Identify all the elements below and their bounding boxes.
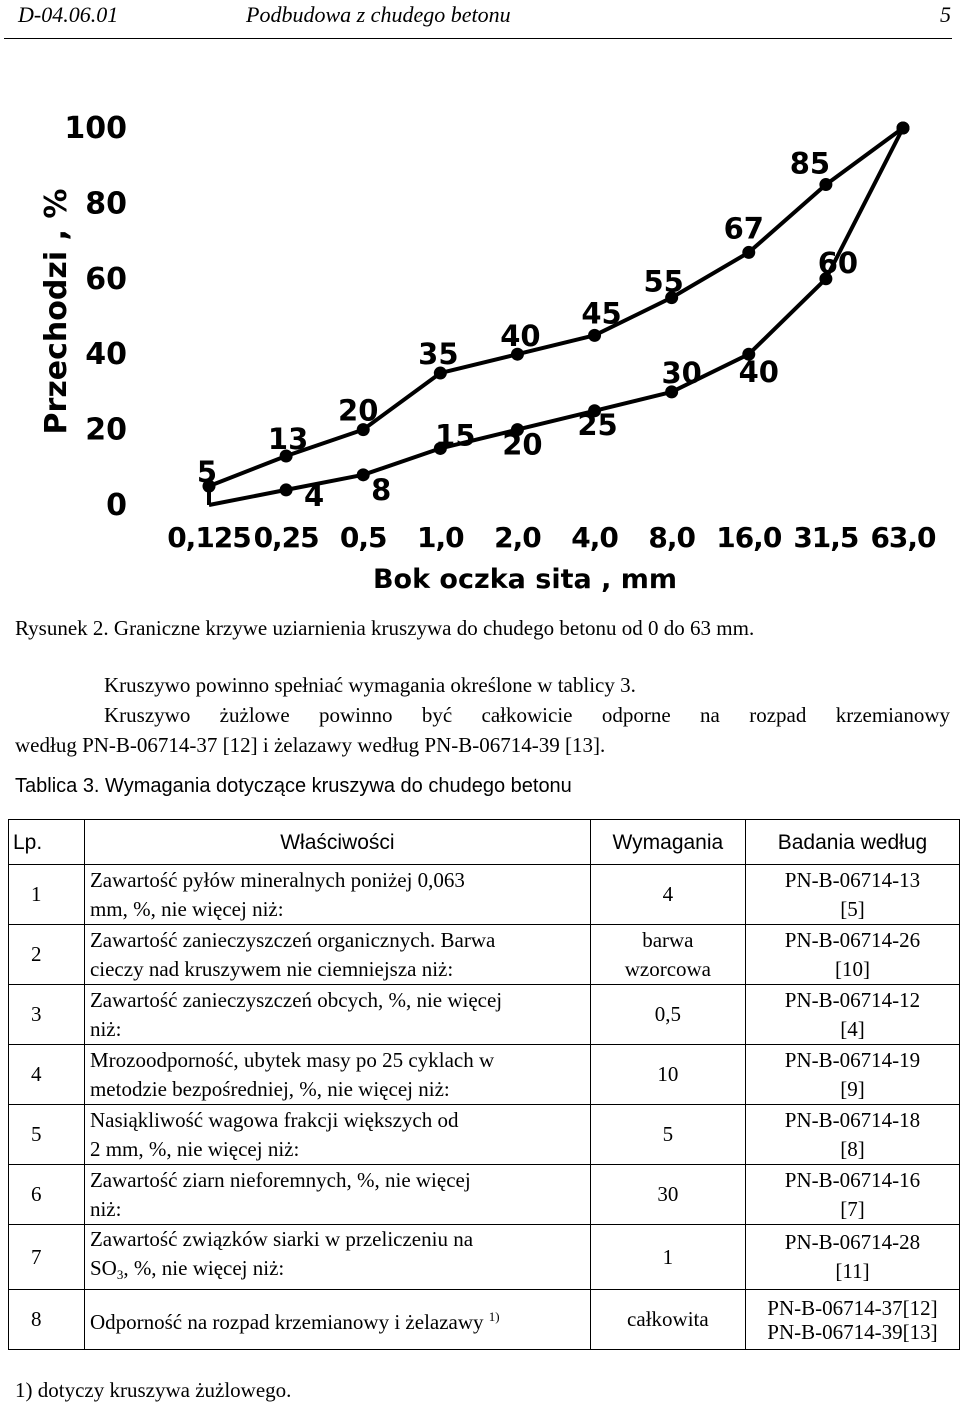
cell-property bbox=[84, 1225, 590, 1290]
data-point bbox=[357, 468, 370, 481]
requirement-value: 5 bbox=[662, 1122, 674, 1146]
x-tick-label: 31,5 bbox=[793, 521, 859, 554]
cell-property bbox=[84, 1290, 590, 1350]
cell-property bbox=[84, 1165, 590, 1225]
x-tick-label: 0,125 bbox=[167, 521, 251, 554]
data-label: 30 bbox=[661, 355, 702, 390]
standard-code: PN-B-06714-26 bbox=[784, 927, 921, 952]
property-line-2: metodzie bezpośredniej, %, nie więcej niż: bbox=[89, 1076, 450, 1101]
x-tick-label: 0,5 bbox=[339, 521, 387, 554]
property-text: Odporność na rozpad krzemianowy i żelazawy bbox=[89, 1310, 484, 1334]
property-line-1: Nasiąkliwość wagowa frakcji większych od bbox=[89, 1107, 459, 1132]
y-axis-title: Przechodzi , % bbox=[39, 188, 74, 435]
standard-reference: [9] bbox=[840, 1076, 865, 1101]
cell-requirement bbox=[590, 1165, 745, 1225]
y-tick-label: 40 bbox=[85, 337, 127, 373]
page-number: 5 bbox=[940, 2, 951, 27]
cell-requirement bbox=[590, 865, 745, 925]
cell-test-method bbox=[745, 925, 959, 985]
standard-code: PN-B-06714-28 bbox=[784, 1230, 921, 1254]
data-label: 13 bbox=[267, 421, 309, 456]
series-line bbox=[209, 128, 903, 505]
property-line-2-rest: , %, nie więcej niż: bbox=[123, 1256, 285, 1280]
x-tick-label: 0,25 bbox=[253, 521, 319, 554]
standard-code: PN-B-06714-13 bbox=[784, 867, 921, 892]
cell-lp: 7 bbox=[9, 1225, 85, 1290]
y-tick-label: 100 bbox=[64, 111, 127, 146]
requirement-line-1: barwa bbox=[642, 927, 694, 952]
cell-test-method bbox=[745, 1105, 959, 1165]
requirement-value: 4 bbox=[662, 882, 674, 906]
cell-lp: 3 bbox=[9, 985, 85, 1045]
cell-lp: 8 bbox=[9, 1290, 85, 1350]
y-tick-label: 60 bbox=[85, 261, 127, 297]
y-tick-label: 20 bbox=[85, 412, 127, 448]
cell-lp: 1 bbox=[9, 865, 85, 925]
cell-property bbox=[84, 865, 590, 925]
cell-test-method bbox=[745, 1290, 959, 1350]
data-point bbox=[588, 329, 601, 342]
paragraph-2-line-2: według PN-B-06714-37 [12] i żelazawy według PN-B-06714-39 [13]. bbox=[15, 733, 606, 757]
property-line-1: Zawartość pyłów mineralnych poniżej 0,063 bbox=[89, 867, 465, 892]
cell-test-method bbox=[745, 865, 959, 925]
cell-test-method bbox=[745, 1045, 959, 1105]
cell-requirement bbox=[590, 925, 745, 985]
data-label: 20 bbox=[338, 393, 379, 428]
cell-requirement bbox=[590, 1290, 745, 1350]
figure-caption: Rysunek 2. Graniczne krzywe uziarnienia kruszywa do chudego betonu od 0 do 63 mm. bbox=[15, 616, 755, 640]
cell-property bbox=[84, 1045, 590, 1105]
paragraph-1: Kruszywo powinno spełniać wymagania określone w tablicy 3. bbox=[104, 673, 636, 697]
cell-property bbox=[84, 1105, 590, 1165]
data-label: 40 bbox=[738, 355, 779, 390]
standard-reference: [11] bbox=[835, 1259, 870, 1283]
requirement-value: 30 bbox=[657, 1182, 679, 1206]
requirement-value: 1 bbox=[662, 1244, 674, 1269]
cell-property bbox=[84, 925, 590, 985]
standard-reference: PN-B-06714-39[13] bbox=[767, 1319, 938, 1344]
table-row bbox=[9, 1290, 960, 1350]
cell-requirement bbox=[590, 1105, 745, 1165]
data-point bbox=[280, 483, 293, 496]
data-label: 55 bbox=[643, 264, 684, 299]
data-label: 8 bbox=[371, 472, 392, 507]
table-row bbox=[9, 985, 960, 1045]
property-line-2: mm, %, nie więcej niż: bbox=[89, 896, 284, 921]
header-rule bbox=[4, 38, 952, 39]
cell-requirement bbox=[590, 1225, 745, 1290]
requirement-value: 0,5 bbox=[654, 1002, 681, 1026]
property-line-2: niż: bbox=[89, 1016, 122, 1041]
y-tick-label: 0 bbox=[106, 488, 127, 523]
requirement-line-2: wzorcowa bbox=[624, 956, 712, 981]
y-tick-label: 80 bbox=[85, 186, 127, 222]
standard-code: PN-B-06714-12 bbox=[784, 987, 921, 1012]
property-line-1: Zawartość zanieczyszczeń obcych, %, nie więcej bbox=[89, 987, 503, 1012]
data-label: 25 bbox=[577, 407, 618, 442]
data-label: 85 bbox=[789, 146, 831, 181]
standard-code: PN-B-06714-18 bbox=[784, 1107, 921, 1132]
table-row bbox=[9, 1225, 960, 1290]
formula-base: SO bbox=[89, 1256, 117, 1280]
cell-property bbox=[84, 985, 590, 1045]
cell-test-method bbox=[745, 1165, 959, 1225]
standard-reference: [5] bbox=[840, 896, 865, 921]
table-row bbox=[9, 865, 960, 925]
standard-code: PN-B-06714-16 bbox=[784, 1167, 921, 1192]
property-line-1: Zawartość ziarn nieforemnych, %, nie więcej bbox=[89, 1167, 471, 1192]
cell-requirement bbox=[590, 985, 745, 1045]
data-label: 40 bbox=[500, 319, 541, 354]
property-line-1: Zawartość związków siarki w przeliczeniu na bbox=[89, 1227, 474, 1251]
paragraph-2-line-1: Kruszywo żużlowe powinno być całkowicie odporne na rozpad krzemianowy bbox=[104, 703, 950, 727]
header-requirements: Wymagania bbox=[590, 820, 745, 865]
footnote: 1) dotyczy kruszywa żużlowego. bbox=[15, 1378, 292, 1402]
property-line-2 bbox=[90, 1256, 284, 1280]
cell-lp: 5 bbox=[9, 1105, 85, 1165]
table-title: Tablica 3. Wymagania dotyczące kruszywa do chudego betonu bbox=[15, 775, 572, 797]
property-line-1: Zawartość zanieczyszczeń organicznych. Barwa bbox=[89, 927, 496, 952]
property-line-2: 2 mm, %, nie więcej niż: bbox=[89, 1136, 300, 1161]
table-row bbox=[9, 1105, 960, 1165]
cell-lp: 2 bbox=[9, 925, 85, 985]
data-label: 5 bbox=[196, 455, 218, 490]
property-line-1: Mrozoodporność, ubytek masy po 25 cyklach w bbox=[89, 1047, 495, 1072]
document-title: Podbudowa z chudego betonu bbox=[246, 2, 511, 27]
x-tick-label: 16,0 bbox=[716, 521, 782, 554]
table-row bbox=[9, 1165, 960, 1225]
data-label: 15 bbox=[435, 418, 476, 453]
data-label: 35 bbox=[418, 337, 459, 372]
x-tick-label: 63,0 bbox=[870, 521, 936, 554]
table-row bbox=[9, 1045, 960, 1105]
data-label: 20 bbox=[502, 427, 543, 462]
cell-test-method bbox=[745, 1225, 959, 1290]
x-tick-label: 8,0 bbox=[648, 521, 695, 554]
cell-test-method bbox=[745, 985, 959, 1045]
page-header bbox=[18, 0, 951, 34]
property-line-2: cieczy nad kruszywem nie ciemniejsza niż: bbox=[89, 956, 454, 981]
requirement-value: 10 bbox=[657, 1062, 679, 1086]
standard-reference: [10] bbox=[834, 956, 870, 981]
table-header-row bbox=[9, 820, 960, 865]
cell-lp: 6 bbox=[9, 1165, 85, 1225]
requirements-table bbox=[8, 819, 960, 1350]
header-test-methods: Badania według bbox=[745, 820, 959, 865]
document-code: D-04.06.01 bbox=[18, 2, 119, 27]
data-point bbox=[742, 246, 755, 259]
table-row bbox=[9, 925, 960, 985]
x-tick-label: 4,0 bbox=[571, 521, 618, 554]
data-label: 60 bbox=[817, 245, 859, 280]
standard-code: PN-B-06714-19 bbox=[784, 1047, 921, 1072]
standard-reference: [7] bbox=[840, 1196, 865, 1221]
data-label: 45 bbox=[581, 296, 622, 331]
cell-requirement bbox=[590, 1045, 745, 1105]
data-point bbox=[897, 122, 910, 135]
standard-reference: [8] bbox=[840, 1136, 865, 1161]
x-tick-label: 2,0 bbox=[494, 521, 541, 554]
header-properties: Właściwości bbox=[84, 820, 590, 865]
data-label: 67 bbox=[723, 211, 764, 246]
property-line-2: niż: bbox=[89, 1196, 122, 1221]
cell-lp: 4 bbox=[9, 1045, 85, 1105]
standard-reference: [4] bbox=[840, 1016, 865, 1041]
formula-subscript: 3 bbox=[116, 1267, 124, 1282]
standard-code: PN-B-06714-37[12] bbox=[767, 1295, 938, 1320]
requirement-value: całkowita bbox=[627, 1307, 709, 1331]
grading-curve-chart bbox=[0, 80, 960, 600]
x-tick-label: 1,0 bbox=[417, 521, 464, 554]
footnote-marker: 1) bbox=[488, 1309, 500, 1324]
data-label: 4 bbox=[304, 478, 325, 513]
header-lp: Lp. bbox=[9, 820, 85, 865]
x-axis-title: Bok oczka sita , mm bbox=[372, 564, 678, 595]
